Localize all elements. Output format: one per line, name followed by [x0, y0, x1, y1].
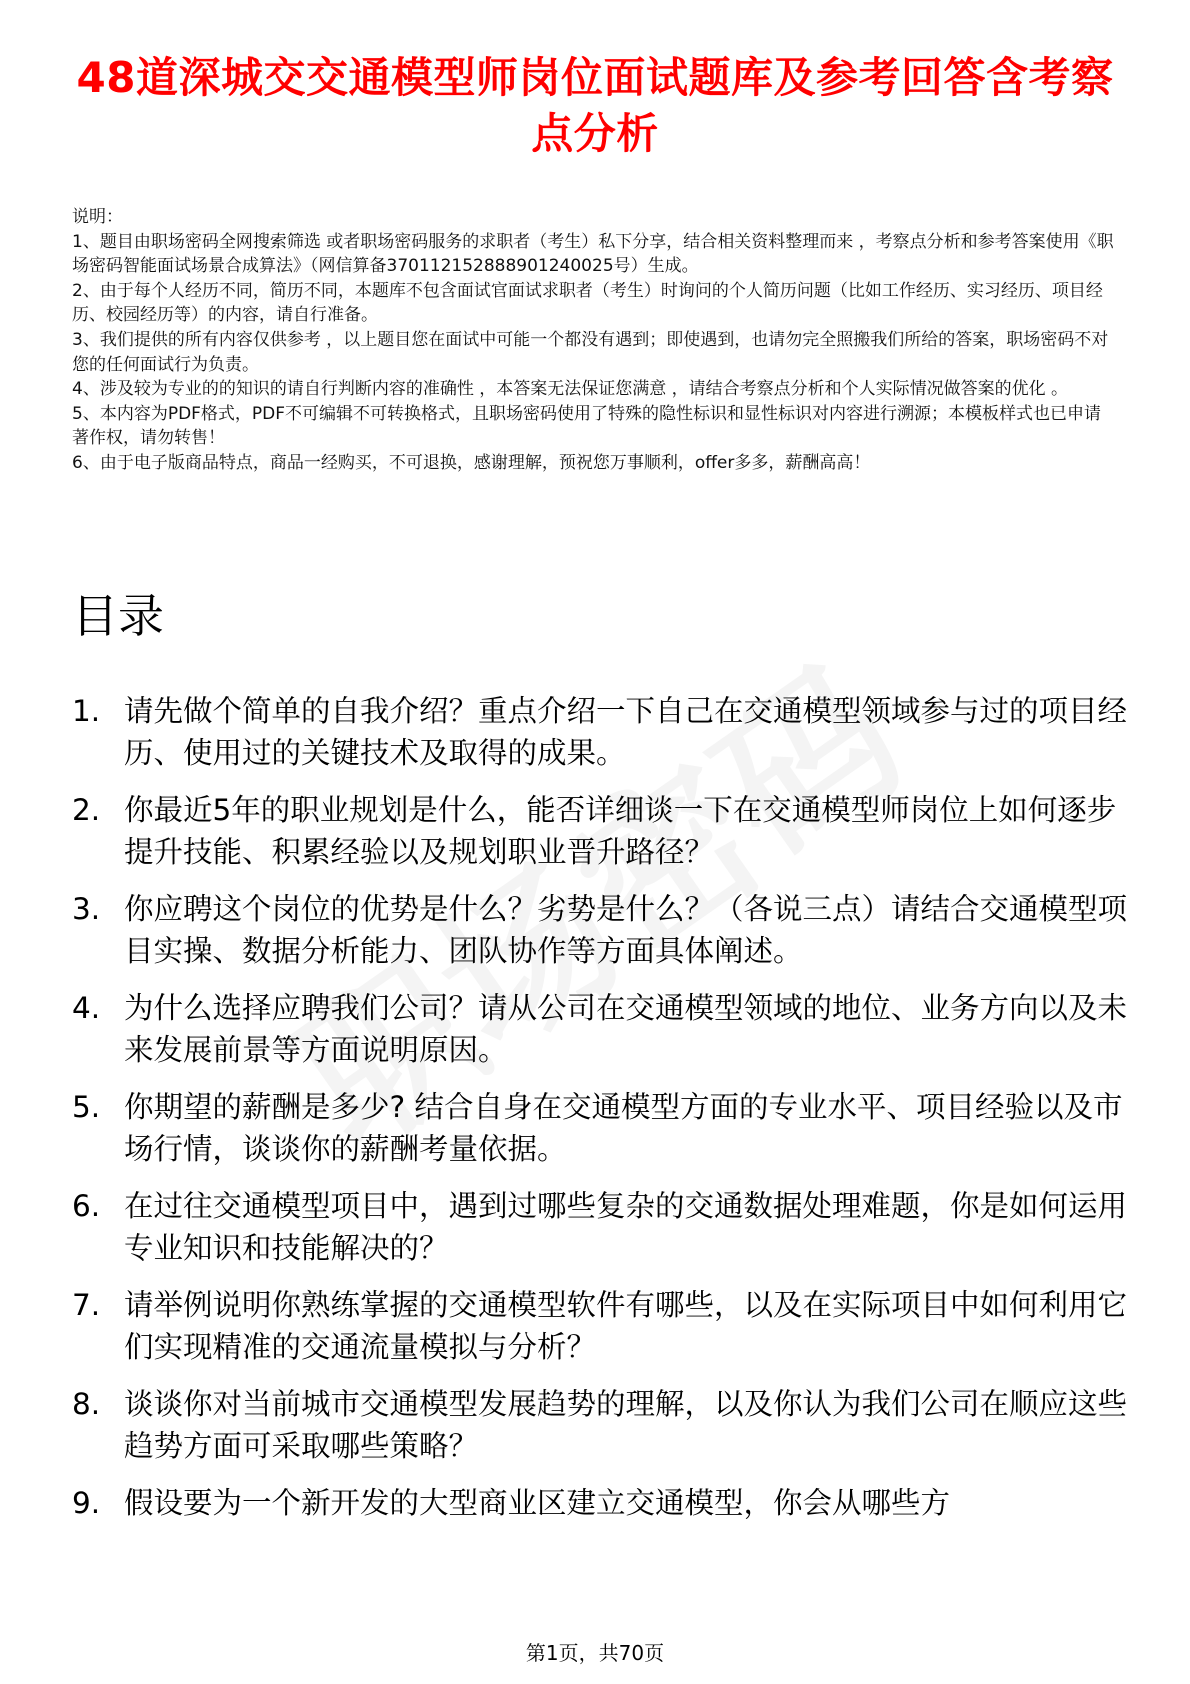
toc-item-number: 7. [72, 1288, 101, 1322]
toc-item-text: 谈谈你对当前城市交通模型发展趋势的理解，以及你认为我们公司在顺应这些趋势方面可采取哪些策略？ [124, 1387, 1128, 1463]
toc-item-number: 8. [72, 1387, 101, 1421]
note-item: 1、题目由职场密码全网搜索筛选 或者职场密码服务的求职者（考生）私下分享，结合相关资料整理而来 ，考察点分析和参考答案使用《职场密码智能面试场景合成算法》（网信算备370112152888901240025号）生成。 [72, 231, 1114, 277]
toc-item-text: 你期望的薪酬是多少? 结合自身在交通模型方面的专业水平、项目经验以及市场行情，谈谈你的薪酬考量依据。 [124, 1090, 1123, 1166]
toc-item-text: 你应聘这个岗位的优势是什么？劣势是什么？（各说三点）请结合交通模型项目实操、数据分析能力、团队协作等方面具体阐述。 [124, 892, 1128, 968]
toc-item[interactable] [72, 1383, 1127, 1467]
notes-label: 说明： [72, 207, 123, 227]
toc-heading: 目录 [72, 589, 164, 643]
toc-item[interactable] [72, 1185, 1127, 1269]
note-item: 4、涉及较为专业的的知识的请自行判断内容的准确性 ，本答案无法保证您满意 ，请结合考察点分析和个人实际情况做答案的优化 。 [72, 379, 1069, 400]
page-footer: 第1页，共70页 [525, 1641, 665, 1665]
toc-item-number: 1. [72, 694, 101, 728]
toc-item[interactable] [72, 1284, 1127, 1368]
toc-item-text: 为什么选择应聘我们公司？请从公司在交通模型领域的地位、业务方向以及未来发展前景等方面说明原因。 [124, 991, 1128, 1067]
table-of-contents [72, 690, 1127, 1539]
toc-item[interactable] [72, 987, 1127, 1071]
note-item: 5、本内容为PDF格式，PDF不可编辑不可转换格式，且职场密码使用了特殊的隐性标识和显性标识对内容进行溯源；本模板样式也已申请著作权，请勿转售！ [72, 403, 1102, 449]
note-item: 2、由于每个人经历不同，简历不同，本题库不包含面试官面试求职者（考生）时询问的个人简历问题（比如工作经历、实习经历、项目经历、校园经历等）的内容，请自行准备。 [72, 280, 1103, 326]
toc-item[interactable] [72, 1482, 1127, 1524]
notes-section [72, 205, 1117, 476]
toc-item-number: 5. [72, 1090, 101, 1124]
toc-item-number: 6. [72, 1189, 101, 1223]
toc-item-number: 3. [72, 892, 101, 926]
toc-item[interactable] [72, 1086, 1127, 1170]
toc-item-text: 你最近5年的职业规划是什么，能否详细谈一下在交通模型师岗位上如何逐步提升技能、积累经验以及规划职业晋升路径？ [124, 793, 1117, 869]
note-item: 6、由于电子版商品特点，商品一经购买，不可退换，感谢理解，预祝您万事顺利，offer多多，薪酬高高！ [72, 452, 871, 473]
toc-item-number: 2. [72, 793, 101, 827]
toc-item-number: 4. [72, 991, 101, 1025]
toc-item-text: 请举例说明你熟练掌握的交通模型软件有哪些，以及在实际项目中如何利用它们实现精准的交通流量模拟与分析？ [124, 1288, 1128, 1364]
toc-item-number: 9. [72, 1486, 101, 1520]
toc-item[interactable] [72, 690, 1127, 774]
note-item: 3、我们提供的所有内容仅供参考 ，以上题目您在面试中可能一个都没有遇到；即使遇到，也请勿完全照搬我们所给的答案，职场密码不对您的任何面试行为负责。 [72, 329, 1109, 375]
toc-item-text: 在过往交通模型项目中，遇到过哪些复杂的交通数据处理难题，你是如何运用专业知识和技能解决的？ [124, 1189, 1128, 1265]
toc-item-text: 假设要为一个新开发的大型商业区建立交通模型，你会从哪些方 [124, 1486, 951, 1520]
toc-item[interactable] [72, 789, 1127, 873]
toc-item-text: 请先做个简单的自我介绍？重点介绍一下自己在交通模型领域参与过的项目经历、使用过的关键技术及取得的成果。 [124, 694, 1128, 770]
document-title: 48道深城交交通模型师岗位面试题库及参考回答含考察点分析 [76, 53, 1114, 158]
toc-item[interactable] [72, 888, 1127, 972]
